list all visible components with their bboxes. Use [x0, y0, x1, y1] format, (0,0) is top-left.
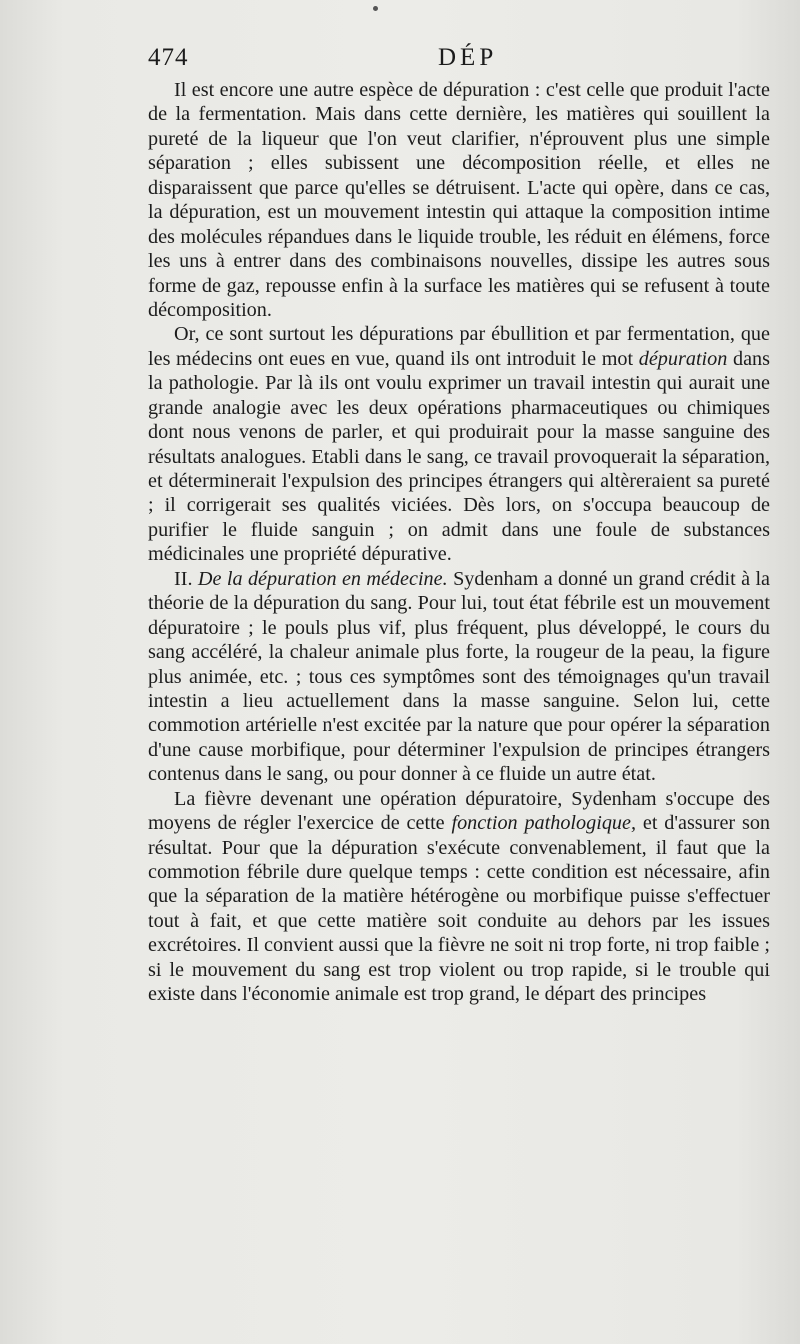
text-segment: dans la pathologie. Par là ils ont voulu exprimer un travail intestin qui aurait une grande analogie avec les deux opérations pharmaceutiques ou chimiques dont nous venons de parler, et qui produirait pour la masse sanguine des résultats analogues. Etabli dans le sang, ce travail provoquerait la séparation, et déterminerait l'expulsion des principes étrangers qui altèreraient sa pureté ; il corrigerait ses qualités viciées. Dès lors, on s'occupa beaucoup de purifier le fluide sanguin ; on admit dans une foule de substances médicinales une propriété dépurative.: [148, 347, 770, 566]
paragraph-2: [148, 322, 770, 566]
italic-term: fonction pathologique,: [451, 812, 637, 835]
ink-speck: [373, 6, 378, 11]
text-segment: Or, ce sont surtout les dépurations par ébullition et par fermentation, que les médecins ont eues en vue, quand ils ont introduit le mot: [148, 323, 770, 370]
text-segment: et d'assurer son résultat. Pour que la dépuration s'exécute convenablement, il faut que la commotion fébrile dure quelque temps : cette condition est nécessaire, afin que la séparation de la matière hétérogène ou morbifique puisse s'effectuer tout à fait, et que cette matière soit conduite au dehors par les issues excrétoires. Il convient aussi que la fièvre ne soit ni trop forte, ni trop faible ; si le mouvement du sang est trop violent ou trop rapide, si le trouble qui existe dans l'économie animale est trop grand, le départ des principes: [148, 812, 771, 1006]
text-segment: II.: [174, 567, 198, 590]
page-header: [148, 44, 770, 76]
page-number: 474: [148, 44, 189, 71]
italic-term: dépuration: [638, 347, 728, 370]
body-text: [148, 78, 770, 1007]
text-segment: Sydenham a donné un grand crédit à la théorie de la dépuration du sang. Pour lui, tout état fébrile est un mouvement dépuratoire ; le pouls plus vif, plus fréquent, plus développé, le cours du sang accéléré, la chaleur animale plus forte, la rougeur de la peau, la figure plus animée, etc. ; tous ces symptômes sont des témoignages qu'un travail intestin a lieu actuellement dans la masse sanguine. Selon lui, cette commotion artérielle n'est excitée par la nature que pour opérer la séparation d'une cause morbifique, pour déterminer l'expulsion de principes étrangers contenus dans le sang, ou pour donner à ce fluide un autre état.: [148, 567, 771, 786]
paragraph-4: [148, 787, 770, 1007]
text-segment: La fièvre devenant une opération dépuratoire, Sydenham s'occupe des moyens de régler l'exercice de cette: [148, 787, 770, 835]
section-heading: De la dépuration en médecine.: [197, 567, 448, 590]
text-segment: Il est encore une autre espèce de dépuration : c'est celle que produit l'acte de la fermentation. Mais dans cette dernière, les matières qui souillent la pureté de la liqueur que l'on veut clarifier, n'éprouvent plus une simple séparation ; elles subissent une décomposition réelle, et elles ne disparaissent que parce qu'elles se détruisent. L'acte qui opère, dans ce cas, la dépuration, est un mouvement intestin qui attaque la composition intime des molécules répandues dans le liquide trouble, les réduit en élémens, force les uns à entrer dans des combinaisons nouvelles, dissipe les autres sous forme de gaz, repousse enfin à la surface les matières qui se refusent à toute décomposition.: [148, 79, 770, 321]
paragraph-3: [148, 567, 770, 787]
running-head: DÉP: [438, 44, 498, 71]
paragraph-1: [148, 78, 770, 322]
